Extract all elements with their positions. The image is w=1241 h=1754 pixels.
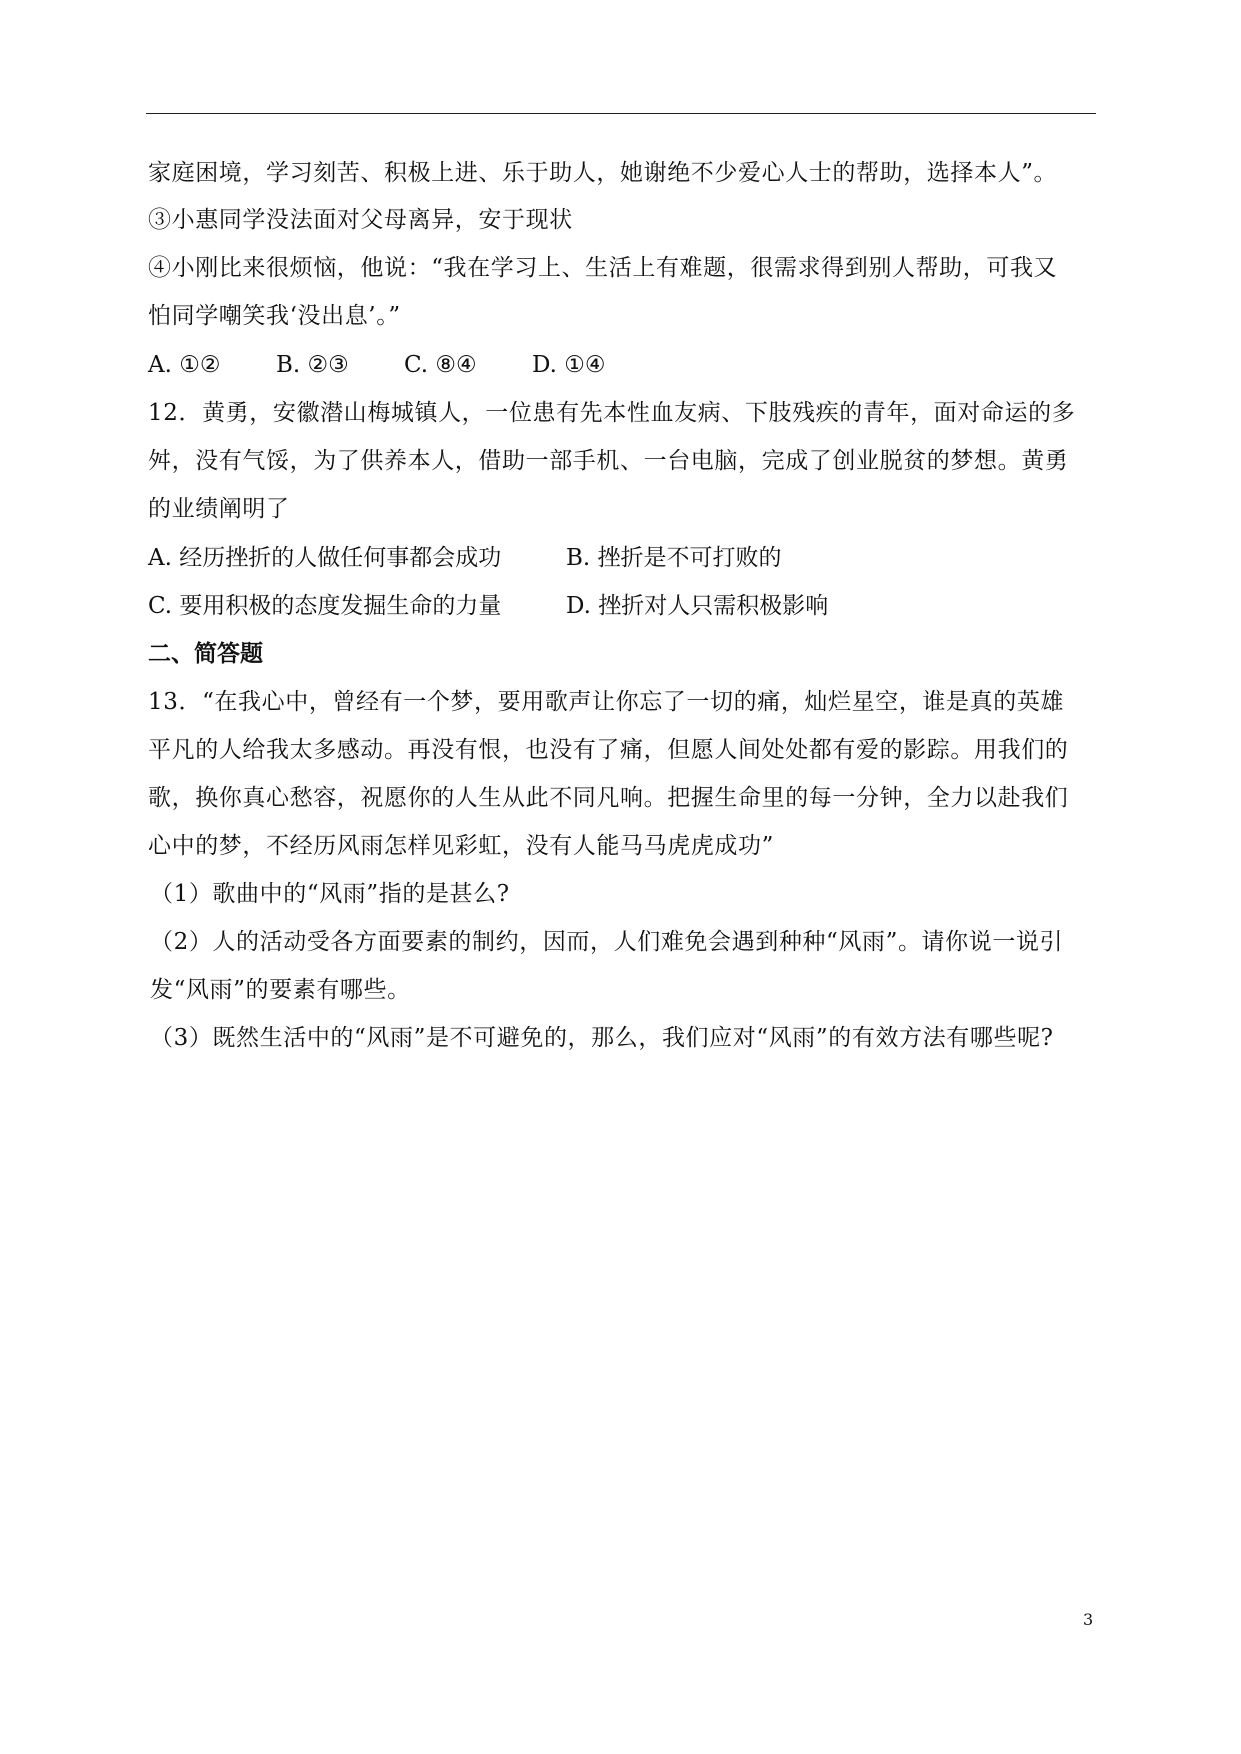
item-3: ③小惠同学没法面对父母离异，安于现状 <box>148 207 573 233</box>
q13-sub-2-line-2: 发“风雨”的要素有哪些。 <box>150 977 411 1003</box>
q12-line-3: 的业绩阐明了 <box>148 496 290 522</box>
header-rule <box>146 113 1096 114</box>
item-4-line-2: 怕同学嘲笑我‘没出息’。” <box>148 303 401 329</box>
q12-option-d: D. 挫折对人只需积极影响 <box>566 593 829 619</box>
option-d: D. ①④ <box>532 352 606 378</box>
q12-option-a: A. 经历挫折的人做任何事都会成功 <box>148 545 502 571</box>
q13-line-2: 平凡的人给我太多感动。再没有恨，也没有了痛，但愿人间处处都有爱的影踪。用我们的 <box>148 737 1069 763</box>
option-a: A. ①② <box>148 352 221 378</box>
continuation-line-1: 家庭困境，学习刻苦、积极上进、乐于助人，她谢绝不少爱心人士的帮助，选择本人”。 <box>148 160 1058 186</box>
q13-line-4: 心中的梦，不经历风雨怎样见彩虹，没有人能马马虎虎成功” <box>148 833 774 859</box>
q12-line-1: 12．黄勇，安徽潜山梅城镇人，一位患有先本性血友病、下肢残疾的青年，面对命运的多 <box>148 400 1076 426</box>
q11-options <box>148 350 660 380</box>
q13-sub-3: （3）既然生活中的“风雨”是不可避免的，那么，我们应对“风雨”的有效方法有哪些呢? <box>150 1025 1054 1051</box>
item-4-line-1: ④小刚比来很烦恼，他说：“我在学习上、生活上有难题，很需求得到别人帮助，可我又 <box>148 255 1058 281</box>
q13-sub-2-line-1: （2）人的活动受各方面要素的制约，因而，人们难免会遇到种种“风雨”。请你说一说引 <box>150 929 1064 955</box>
q12-option-b: B. 挫折是不可打败的 <box>566 545 782 571</box>
q12-options-row-2 <box>148 591 828 621</box>
q12-line-2: 舛，没有气馁，为了供养本人，借助一部手机、一台电脑，完成了创业脱贫的梦想。黄勇 <box>148 448 1069 474</box>
option-c: C. ⑧④ <box>404 352 477 378</box>
q12-options-row-1 <box>148 543 782 573</box>
q13-line-3: 歌，换你真心愁容，祝愿你的人生从此不同凡响。把握生命里的每一分钟，全力以赴我们 <box>148 785 1069 811</box>
option-b: B. ②③ <box>276 352 349 378</box>
page-number: 3 <box>1083 1610 1094 1629</box>
section-title: 二、简答题 <box>148 641 263 667</box>
q12-option-c: C. 要用积极的态度发掘生命的力量 <box>148 593 502 619</box>
q13-line-1: 13．“在我心中，曾经有一个梦，要用歌声让你忘了一切的痛，灿烂星空，谁是真的英雄 <box>148 689 1065 715</box>
q13-sub-1: （1）歌曲中的“风雨”指的是甚么? <box>150 881 510 907</box>
